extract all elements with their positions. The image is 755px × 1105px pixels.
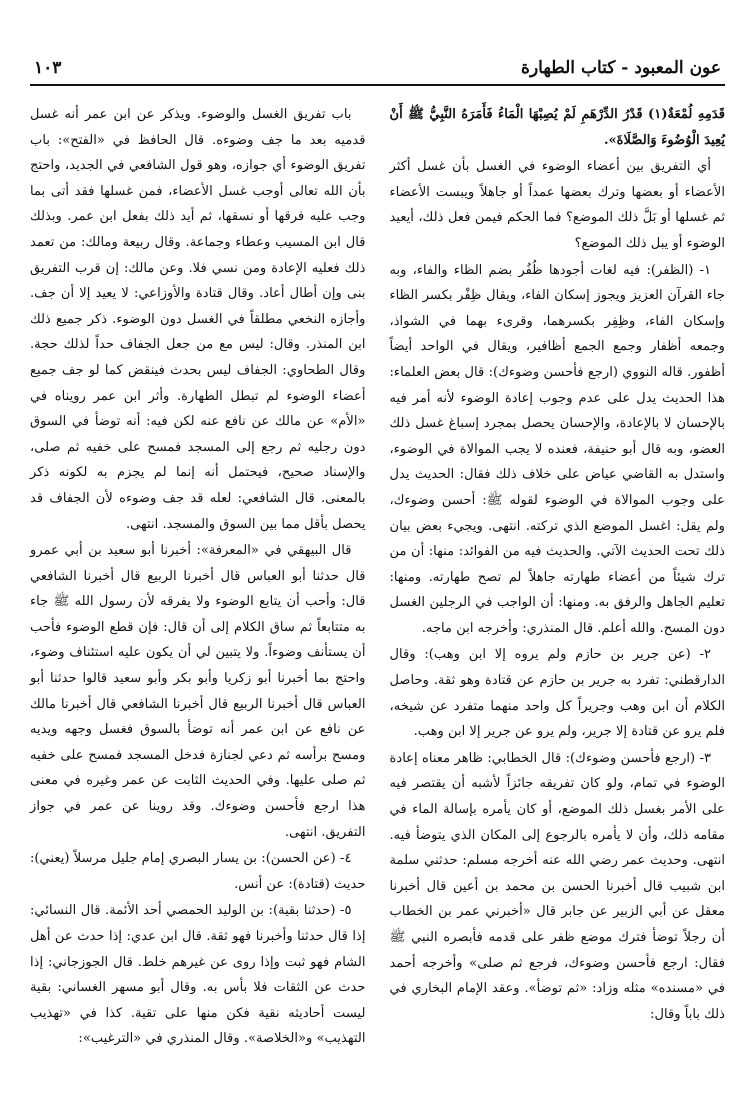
paragraph: قال البيهقي في «المعرفة»: أخبرنا أبو سعيد بن أبي عمرو قال حدثنا أبو العباس قال أخبرنا الربيع قال أخبرنا الشافعي قال: وأحب أن يتابع الوضوء ولا يفرقه لأن رسول الله ﷺ جاء به متتابعاً ثم ساق الكلام إلى أن قال: فإن قطع الوضوء فأحب أن يستأنف وضوءاً. ولا يتبين لي أن يكون عليه استئناف وضوء، واحتج بما أخبرنا أبو زكريا وأبو بكر وأبو سعيد قالوا حدثنا أبو العباس قال أخبرنا الربيع قال أخبرنا الشافعي قال أخبرنا مالك عن نافع عن ابن عمر أنه توضأ بالسوق فغسل وجهه ويديه ومسح برأسه ثم دعي لجنازة فدخل المسجد فمسح على خفيه ثم صلى عليها. وفي الحديث الثابت عن عمر وغيره في معنى هذا ارجع فأحسن وضوءك. وقد روينا عن عمر في جواز التفريق. انتهى.	[30, 543, 366, 840]
paragraph: باب تفريق الغسل والوضوء. ويذكر عن ابن عمر أنه غسل قدميه بعد ما جف وضوءه. قال الحافظ في «الفتح»: باب تفريق الوضوء أي جوازه، وهو قول الشافعي في الجديد، واحتج بأن الله تعالى أوجب غسل الأعضاء، فمن غسلها فقد أتى بما وجب عليه فرقها أو نسقها، ثم أيد ذلك بفعل ابن عمر. وبذلك قال ابن المسيب وعطاء وجماعة. وقال ربيعة ومالك: من تعمد ذلك فعليه الإعادة ومن نسي فلا. وعن مالك: إن قرب التفريق بنى وإن أطال أعاد. وقال قتادة والأوزاعي: لا يعيد إلا أن جف. وأجازه النخعي مطلقاً في الغسل دون الوضوء. ذكر جميع ذلك ابن المنذر. وقال: ليس مع من جعل الجفاف حداً لذلك حجة. وقال الطحاوي: الجفاف ليس بحدث فينقض كما لو جف جميع أعضاء الوضوء لم تبطل الطهارة. وأثر ابن عمر رويناه في «الأم» عن مالك عن نافع عنه لكن فيه: أنه توضأ في السوق دون رجليه ثم رجع إلى المسجد فمسح على خفيه ثم صلى، والإسناد صحيح، فيحتمل أنه إنما لم يجزم به لكونه ذكر بالمعنى. قال الشافعي: لعله قد جف وضوءه لأن الجفاف قد يحصل بأقل مما بين السوق والمسجد. انتهى.	[30, 107, 366, 532]
running-title: عون المعبود - كتاب الطهارة	[521, 58, 721, 78]
page-header	[30, 38, 725, 86]
right-column	[390, 102, 726, 1053]
page-number: ١٠٣	[34, 58, 62, 78]
hadith-text: قَدَمِهِ لُمْعَةٌ(١) قَدْرُ الدِّرْهَمِ لَمْ يُصِبْهَا الْمَاءُ فَأَمَرَهُ النَّبِيُّ ﷺ أَنْ يُعِيدَ الْوُضُوءَ وَالصَّلَاةَ».	[389, 107, 725, 148]
footnote-2: ٢- (عن جرير بن حازم ولم يروه إلا ابن وهب): وقال الدارقطني: تفرد به جرير بن حازم عن قتادة وهو ثقة. وحاصل الكلام أن ابن وهب وجريراً كل واحد منهما متفرد عن شيخه، فلم يرو عن قتادة إلا جرير، ولم يرو عن جرير إلا ابن وهب.	[389, 647, 725, 740]
footnote-3: ٣- (ارجع فأحسن وضوءك): قال الخطابي: ظاهر معناه إعادة الوضوء في تمام، ولو كان تفريقه جائزاً لأشبه أن يقتصر فيه على الأمر بغسل ذلك الموضع، أو كان يأمره بإسالة الماء في مقامه ذلك، وأن لا يأمره بالرجوع إلى المكان الذي يتوضأ فيه. انتهى. وحديث عمر رضي الله عنه أخرجه مسلم: حدثني سلمة ابن شبيب قال أخبرنا الحسن بن محمد بن أعين قال أخبرنا معقل عن أبي الزبير عن جابر قال «أخبرني عمر بن الخطاب أن رجلاً توضأ فترك موضع ظفر على قدمه فأبصره النبي ﷺ فقال: ارجع فأحسن وضوءك، فرجع ثم صلى» وأخرجه أحمد في «مسنده» مثله وزاد: «ثم توضأ». وعقد الإمام البخاري في ذلك باباً وقال:	[389, 750, 725, 1022]
footnote-1: ١- (الظفر): فيه لغات أجودها ظُفُر بضم الظاء والفاء، وبه جاء القرآن العزيز ويجوز إسكان الفاء، ويقال ظِفْر بكسر الظاء وإسكان الفاء، وظِفِر بكسرهما، وقرىء بهما في الشواذ، وجمعه أظفار وجمع الجمع أظافير، ويقال في الواحد أيضاً أظفور. قاله النووي (ارجع فأحسن وضوءك): قال بعض العلماء: هذا الحديث يدل على عدم وجوب إعادة الوضوء لأنه أمر فيه بالإحسان لا بالإعادة، والإحسان يحصل بمجرد إسباغ غسل ذلك العضو، وبه قال أبو حنيفة، فعنده لا يجب الموالاة في الوضوء، واستدل به القاضي عياض على خلاف ذلك فقال: الحديث يدل على وجوب الموالاة في الوضوء لقوله ﷺ: أحسن وضوءك، ولم يقل: اغسل الموضع الذي تركته. انتهى. ويجيء بعض بيان ذلك تحت الحديث الآتي. والحديث فيه من الفوائد: منها: أن من ترك شيئاً من أعضاء طهارته جاهلاً لم تصح طهارته. ومنها: تعليم الجاهل والرفق به. ومنها: أن الواجب في الرجلين الغسل دون المسح. والله أعلم. قال المنذري: وأخرجه ابن ماجه.	[389, 262, 725, 636]
left-column	[30, 102, 366, 1053]
footnote-4: ٤- (عن الحسن): بن يسار البصري إمام جليل مرسلاً (يعني): حديث (قتادة): عن أنس.	[30, 851, 366, 892]
footnote-5: ٥- (حدثنا بقية): بن الوليد الحمصي أحد الأئمة. قال النسائي: إذا قال حدثنا وأخبرنا فهو ثقة. قال ابن عدي: إذا حدث عن أهل الشام فهو ثبت وإذا روى عن غيرهم خلط. قال الجوزجاني: إذا حدث عن الثقات فلا بأس به. وقال أبو مسهر الغساني: بقية ليست أحاديثه نقية فكن منها على تقية. كذا في «تهذيب التهذيب» و«الخلاصة». وقال المنذري في «الترغيب»:	[30, 903, 366, 1047]
text-columns	[30, 102, 725, 1053]
paragraph: أي التفريق بين أعضاء الوضوء في الغسل بأن غسل أكثر الأعضاء أو بعضها وترك بعضها عمداً أو جاهلاً ويبست الأعضاء ثم غسلها أو بَلَّ ذلك الموضع؟ فما الحكم فيمن فعل ذلك، أيعيد الوضوء أو يبل ذلك الموضع؟	[389, 159, 725, 251]
